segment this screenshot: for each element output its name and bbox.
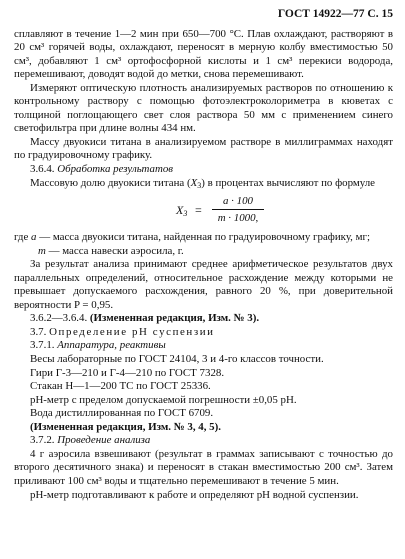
section-3-7: 3.7. Определение рН суспензии — [30, 325, 215, 338]
list-item: Гири Г-3—210 и Г-4—210 по ГОСТ 7328. — [30, 366, 225, 379]
list-item: Стакан Н—1—200 ТС по ГОСТ 25336. — [30, 380, 211, 393]
formula-numerator: a · 100 — [223, 195, 253, 208]
formula-x3 — [14, 194, 393, 228]
paragraph-fusion: сплавляют в течение 1—2 мин при 650—700 °С. Плав охлаждают, растворяют в 20 см³ горячей воды, охлаждают, переносят в мерную колбу вместимостью 50 см³, добавляют 1 см³ ортофосфорной кислоты и 1 см³ перекиси водорода, перемешивают, доводят водой до метки, снова перемешивают. — [14, 27, 393, 81]
definition-m: m — масса навески аэросила, г. — [38, 244, 184, 257]
fraction-bar — [212, 209, 264, 210]
paragraph-result: За результат анализа принимают среднее арифметическое результатов двух параллельных определений, относительное расхождение между которыми не превышает допускаемого расхождения, равного 20 %, при доверительной вероятности P = 0,95. — [14, 258, 393, 311]
page-header: ГОСТ 14922—77 С. 15 — [277, 8, 393, 20]
formula-denominator: m · 1000, — [217, 212, 259, 225]
paragraph-sample-weighing: 4 г аэросила взвешивают (результат в граммах записывают с точностью до второго десятичного знака) и переносят в стакан вместимостью 200 см³. Затем приливают 100 см³ воды и тщательно перемешивают в течение 5 мин. — [14, 447, 393, 487]
document-page — [14, 8, 393, 502]
edit-note-2: (Измененная редакция, Изм. № 3, 4, 5). — [30, 420, 221, 433]
formula-lhs: $X_3$ — [176, 203, 188, 219]
list-item: рН-метр с пределом допускаемой погрешности ±0,05 рН. — [30, 393, 297, 406]
formula-fraction — [210, 194, 266, 225]
definition-a: где a — масса двуокиси титана, найденная по градуировочному графику, мг; — [14, 231, 371, 244]
list-item: Вода дистиллированная по ГОСТ 6709. — [30, 407, 214, 420]
paragraph-optical-density: Измеряют оптическую плотность анализируемых растворов по отношению к контрольному раствору с помощью фотоэлектроколориметра в кюветах с толщиной поглощающего свет слоя раствора 50 мм с применением синего светофильтра при длине волны 434 нм. — [14, 81, 393, 135]
section-3-7-1: 3.7.1. Аппаратура, реактивы — [30, 339, 166, 352]
section-title: Обработка результатов — [57, 163, 174, 176]
paragraph-ph-meter: рН-метр подготавливают к работе и определяют рН водной суспензии. — [30, 488, 359, 501]
paragraph-mass-fraction: Массовую долю двуокиси титана $(X_3)$ в процентах вычисляют по формуле — [30, 176, 376, 190]
list-item: Весы лабораторные по ГОСТ 24104, 3 и 4-го классов точности. — [30, 353, 324, 366]
paragraph-titanium-mass: Массу двуокиси титана в анализируемом растворе в миллиграммах находят по градуировочному графику. — [14, 135, 393, 162]
formula-equals: = — [195, 203, 202, 218]
section-3-7-2: 3.7.2. Проведение анализа — [30, 434, 151, 447]
edit-note-1: 3.6.2—3.6.4. (Измененная редакция, Изм. № 3). — [30, 312, 260, 325]
section-3-6-4 — [14, 163, 393, 177]
section-number: 3.6.4. — [30, 163, 55, 176]
